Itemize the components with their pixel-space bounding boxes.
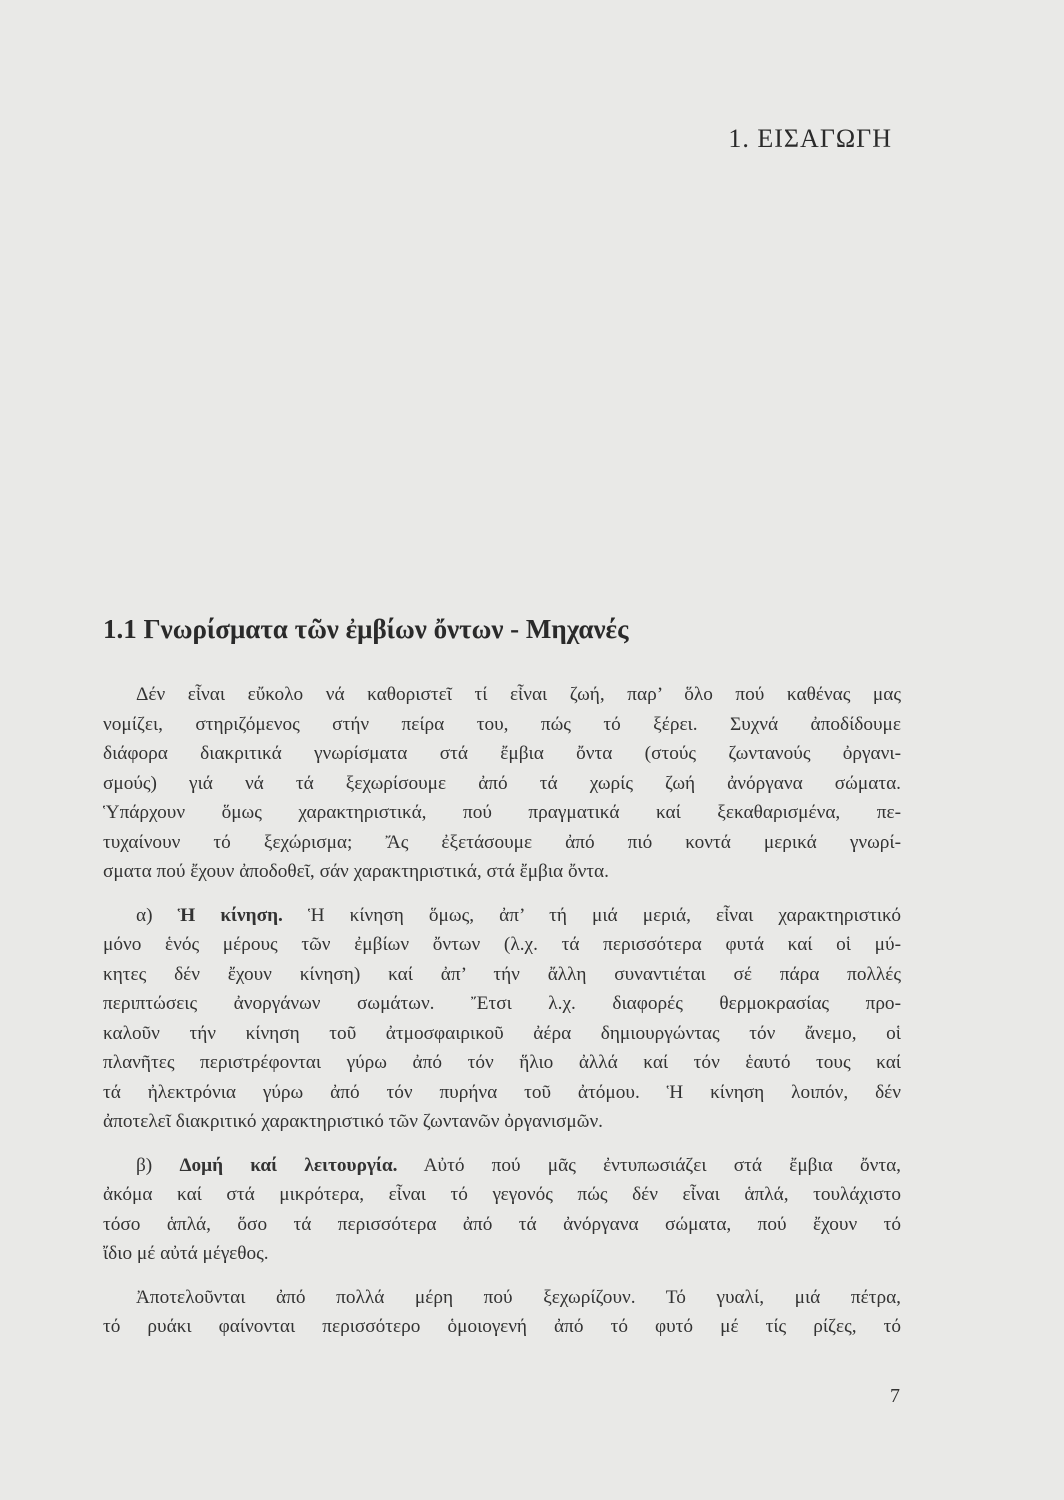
text-line: ἀποτελεῖ διακριτικό χαρακτηριστικό τῶν ζωντανῶν ὀργανισμῶν. (103, 1111, 603, 1132)
text-line: Δέν εἶναι εὔκολο νά καθοριστεῖ τί εἶναι ζωή, παρ’ ὅλο πού καθένας μας (136, 684, 901, 705)
section-title: 1.1 Γνωρίσματα τῶν ἐμβίων ὄντων - Μηχανές (103, 614, 629, 644)
text-line: πλανῆτες περιστρέφονται γύρω ἀπό τόν ἥλιο ἀλλά καί τόν ἑαυτό τους καί (103, 1052, 901, 1073)
text-line: νομίζει, στηριζόμενος στήν πείρα του, πώς τό ξέρει. Συχνά ἀποδίδουμε (103, 713, 901, 735)
lead-rest: Αὐτό πού μᾶς ἐντυπωσιάζει στά ἔμβια ὄντα, (397, 1154, 901, 1176)
text-line: καλοῦν τήν κίνηση τοῦ ἀτμοσφαιρικοῦ ἀέρα δημιουργώντας τόν ἄνεμο, οἱ (103, 1022, 901, 1044)
item-prefix: α) (136, 904, 178, 926)
paragraph-structure (103, 1151, 901, 1269)
text-line: τόσο ἁπλά, ὅσο τά περισσότερα ἀπό τά ἀνόργανα σώματα, πού ἔχουν τό (103, 1213, 901, 1235)
item-heading: Δομή καί λειτουργία. (179, 1154, 398, 1176)
text-line: μόνο ἑνός μέρους τῶν ἐμβίων ὄντων (λ.χ. τά περισσότερα φυτά καί οἱ μύ- (103, 934, 901, 955)
text-line: σματα πού ἔχουν ἀποδοθεῖ, σάν χαρακτηριστικά, στά ἔμβια ὄντα. (103, 861, 609, 882)
lead-rest: Ἡ κίνηση ὅμως, ἀπ’ τή μιά μεριά, εἶναι χαρακτηριστικό (282, 904, 901, 926)
text-line: ἴδιο μέ αὐτά μέγεθος. (103, 1243, 269, 1264)
text-line-lead (103, 901, 901, 931)
chapter-title: 1. ΕΙΣΑΓΩΓΗ (728, 124, 892, 153)
item-heading: Ἡ κίνηση. (177, 904, 283, 926)
page-number: 7 (890, 1385, 900, 1407)
text-line: τό ρυάκι φαίνονται περισσότερο ὁμοιογενή ἀπό τό φυτό μέ τίς ρίζες, τό (103, 1316, 901, 1337)
text-line: ἀκόμα καί στά μικρότερα, εἶναι τό γεγονός πώς δέν εἶναι ἁπλά, τουλάχιστο (103, 1184, 901, 1205)
text-line: τά ἠλεκτρόνια γύρω ἀπό τόν πυρήνα τοῦ ἀτόμου. Ἡ κίνηση λοιπόν, δέν (103, 1081, 901, 1103)
paragraph-movement (103, 901, 901, 1137)
item-prefix: β) (136, 1154, 180, 1176)
text-line: τυχαίνουν τό ξεχώρισμα; Ἄς ἐξετάσουμε ἀπό πιό κοντά μερικά γνωρί- (103, 831, 901, 853)
text-line: περιπτώσεις ἀνοργάνων σωμάτων. Ἔτσι λ.χ. διαφορές θερμοκρασίας προ- (103, 993, 901, 1014)
text-line: διάφορα διακριτικά γνωρίσματα στά ἔμβια ὄντα (στούς ζωντανούς ὀργανι- (103, 743, 901, 764)
text-line-lead (103, 1151, 901, 1181)
text-line: Ἀποτελοῦνται ἀπό πολλά μέρη πού ξεχωρίζουν. Τό γυαλί, μιά πέτρα, (136, 1286, 901, 1308)
paragraph-parts (103, 1283, 901, 1342)
text-line: Ὑπάρχουν ὅμως χαρακτηριστικά, πού πραγματικά καί ξεκαθαρισμένα, πε- (103, 802, 901, 823)
paragraph-intro (103, 680, 901, 887)
text-line: σμούς) γιά νά τά ξεχωρίσουμε ἀπό τά χωρίς ζωή ἀνόργανα σώματα. (103, 772, 901, 794)
text-line: κητες δέν ἔχουν κίνηση) καί ἀπ’ τήν ἄλλη συναντιέται σέ πάρα πολλές (103, 963, 901, 985)
body-text (103, 680, 901, 1356)
